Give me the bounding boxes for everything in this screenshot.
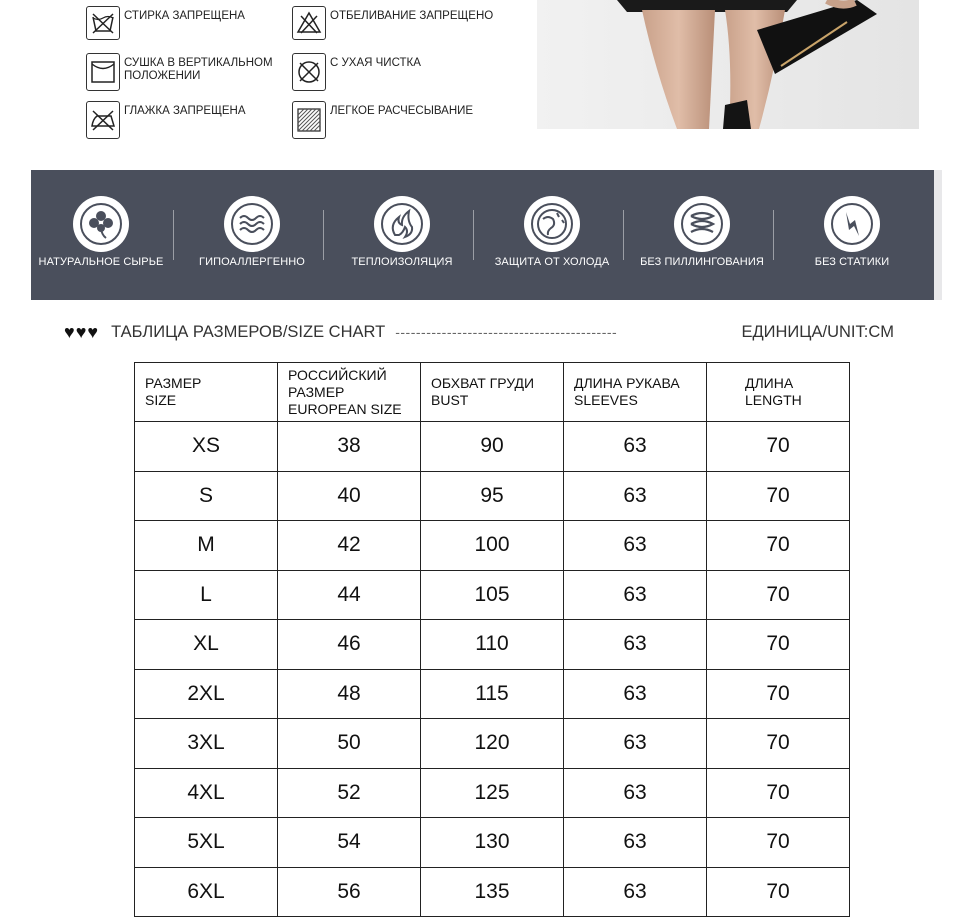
cell-length: 70 <box>707 570 850 620</box>
table-header-row <box>135 363 850 422</box>
cell-size: 4XL <box>135 768 278 818</box>
features-banner <box>31 170 934 300</box>
cell-size: S <box>135 471 278 521</box>
table-row <box>135 818 850 868</box>
cell-european-size: 40 <box>278 471 421 521</box>
feature-divider <box>173 210 174 260</box>
cell-european-size: 56 <box>278 867 421 917</box>
table-row <box>135 867 850 917</box>
cell-bust: 120 <box>421 719 564 769</box>
line-dry-icon <box>86 53 120 91</box>
cell-size: XL <box>135 620 278 670</box>
care-label: ГЛАЖКА ЗАПРЕЩЕНА <box>124 105 246 117</box>
care-instructions <box>0 0 520 150</box>
feature-label: БЕЗ СТАТИКИ <box>814 256 890 268</box>
table-row <box>135 471 850 521</box>
cell-bust: 130 <box>421 818 564 868</box>
cell-sleeves: 63 <box>564 768 707 818</box>
header-sleeves <box>564 363 707 422</box>
cell-size: 6XL <box>135 867 278 917</box>
feature-thermal <box>327 170 477 300</box>
care-item-light-brushing <box>292 101 473 139</box>
size-table <box>134 362 850 917</box>
cell-length: 70 <box>707 867 850 917</box>
feature-anti-static <box>777 170 927 300</box>
light-brushing-icon <box>292 101 326 139</box>
cell-size: M <box>135 521 278 571</box>
feature-divider <box>473 210 474 260</box>
no-iron-icon <box>86 101 120 139</box>
care-label: С УХАЯ ЧИСТКА <box>330 57 421 69</box>
cell-sleeves: 63 <box>564 867 707 917</box>
cell-sleeves: 63 <box>564 719 707 769</box>
cell-european-size: 54 <box>278 818 421 868</box>
table-row <box>135 422 850 472</box>
flame-icon <box>374 196 430 252</box>
care-label: ЛЕГКОЕ РАСЧЕСЫВАНИЕ <box>330 105 474 117</box>
table-row <box>135 521 850 571</box>
feature-label: БЕЗ ПИЛЛИНГОВАНИЯ <box>640 256 764 268</box>
cell-european-size: 44 <box>278 570 421 620</box>
cell-bust: 95 <box>421 471 564 521</box>
cell-sleeves: 63 <box>564 669 707 719</box>
header-length <box>707 363 850 422</box>
table-row <box>135 620 850 670</box>
globe-icon <box>524 196 580 252</box>
cell-bust: 105 <box>421 570 564 620</box>
unit-label: ЕДИНИЦА/UNIT:CM <box>741 322 894 341</box>
care-item-no-bleach <box>292 6 493 40</box>
feature-hypoallergenic <box>177 170 327 300</box>
cell-sleeves: 63 <box>564 471 707 521</box>
cell-length: 70 <box>707 669 850 719</box>
header-european-size <box>278 363 421 422</box>
feature-cold-protection <box>477 170 627 300</box>
cell-european-size: 48 <box>278 669 421 719</box>
table-row <box>135 570 850 620</box>
feature-natural <box>26 170 176 300</box>
care-label: СТИРКА ЗАПРЕЩЕНА <box>124 10 245 22</box>
dry-clean-icon <box>292 53 326 91</box>
clover-icon <box>73 196 129 252</box>
hearts-icon: ♥♥♥ <box>64 321 100 342</box>
header-text: РАЗМЕР SIZE <box>145 375 202 408</box>
cell-bust: 110 <box>421 620 564 670</box>
product-photo <box>537 0 919 129</box>
cell-european-size: 50 <box>278 719 421 769</box>
no-bleach-icon <box>292 6 326 40</box>
cell-european-size: 42 <box>278 521 421 571</box>
spiral-icon <box>674 196 730 252</box>
cell-length: 70 <box>707 818 850 868</box>
cell-length: 70 <box>707 620 850 670</box>
care-item-line-dry <box>86 53 273 91</box>
cell-sleeves: 63 <box>564 818 707 868</box>
table-row <box>135 669 850 719</box>
dashed-separator: ------------------------------------------- <box>395 324 618 340</box>
cell-length: 70 <box>707 422 850 472</box>
no-wash-icon <box>86 6 120 40</box>
care-item-no-iron <box>86 101 246 139</box>
cell-sleeves: 63 <box>564 422 707 472</box>
cell-size: 5XL <box>135 818 278 868</box>
care-item-no-wash <box>86 6 245 40</box>
feature-divider <box>623 210 624 260</box>
care-label: ОТБЕЛИВАНИЕ ЗАПРЕЩЕНО <box>330 10 494 22</box>
feature-divider <box>773 210 774 260</box>
cell-european-size: 52 <box>278 768 421 818</box>
feature-label: ГИПОАЛЛЕРГЕННО <box>199 256 305 268</box>
cell-bust: 115 <box>421 669 564 719</box>
cell-sleeves: 63 <box>564 570 707 620</box>
cell-length: 70 <box>707 719 850 769</box>
cell-length: 70 <box>707 768 850 818</box>
feature-label: ЗАЩИТА ОТ ХОЛОДА <box>494 256 610 268</box>
cell-size: 2XL <box>135 669 278 719</box>
feature-label: ТЕПЛОИЗОЛЯЦИЯ <box>351 256 453 268</box>
care-item-dry-clean <box>292 53 421 91</box>
cell-european-size: 38 <box>278 422 421 472</box>
header-text: ДЛИНА LENGTH <box>745 375 802 408</box>
cell-size: XS <box>135 422 278 472</box>
cell-sleeves: 63 <box>564 521 707 571</box>
waves-icon <box>224 196 280 252</box>
cell-bust: 90 <box>421 422 564 472</box>
cell-length: 70 <box>707 521 850 571</box>
cell-sleeves: 63 <box>564 620 707 670</box>
feature-divider <box>323 210 324 260</box>
care-label: СУШКА В ВЕРТИКАЛЬНОМ ПОЛОЖЕНИИ <box>124 57 273 82</box>
header-text: ДЛИНА РУКАВА SLEEVES <box>574 375 680 408</box>
cell-length: 70 <box>707 471 850 521</box>
cell-size: L <box>135 570 278 620</box>
cell-bust: 100 <box>421 521 564 571</box>
feature-anti-pilling <box>627 170 777 300</box>
cell-european-size: 46 <box>278 620 421 670</box>
feature-label: НАТУРАЛЬНОЕ СЫРЬЕ <box>38 256 164 268</box>
cell-bust: 125 <box>421 768 564 818</box>
size-chart-title: ТАБЛИЦА РАЗМЕРОВ/SIZE CHART <box>111 322 386 341</box>
cell-bust: 135 <box>421 867 564 917</box>
table-row <box>135 719 850 769</box>
size-chart-heading <box>64 321 894 343</box>
cell-size: 3XL <box>135 719 278 769</box>
lightning-icon <box>824 196 880 252</box>
table-row <box>135 768 850 818</box>
header-bust <box>421 363 564 422</box>
header-text: ОБХВАТ ГРУДИ BUST <box>431 375 535 408</box>
header-text: РОССИЙСКИЙ РАЗМЕР EUROPEAN SIZE <box>288 366 402 417</box>
header-size <box>135 363 278 422</box>
